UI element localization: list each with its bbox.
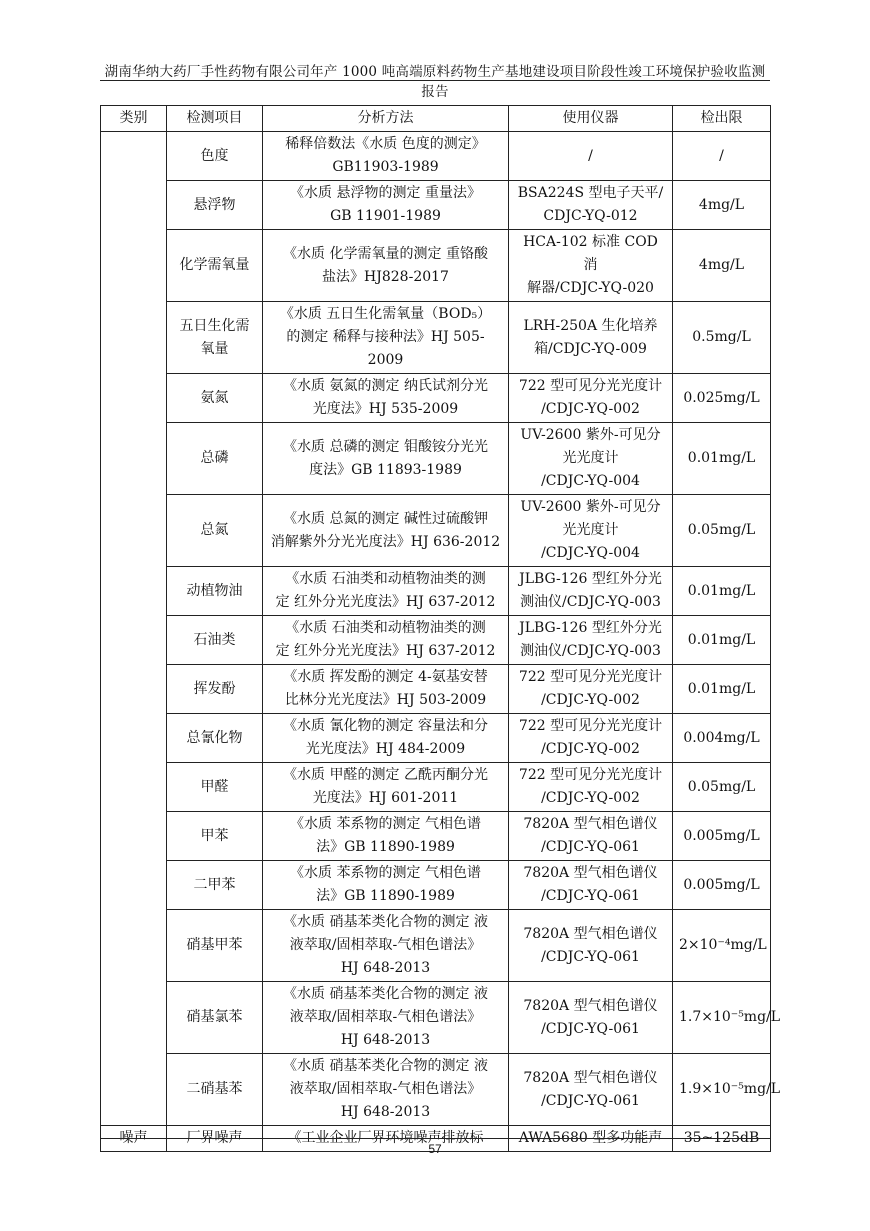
limit-cell: 2×10⁻⁴mg/L bbox=[673, 910, 771, 982]
table-row bbox=[101, 230, 771, 302]
item-cell: 化学需氧量 bbox=[167, 230, 263, 302]
method-cell-line: 消解紫外分光光度法》HJ 636-2012 bbox=[270, 533, 501, 550]
instrument-cell bbox=[509, 812, 673, 861]
method-cell bbox=[263, 1054, 509, 1126]
method-cell-line: 《水质 五日生化需氧量（BOD₅） bbox=[279, 306, 492, 322]
method-cell-line: HJ 648-2013 bbox=[340, 1104, 431, 1120]
item-cell: 硝基甲苯 bbox=[167, 910, 263, 982]
instrument-cell-line: 722 型可见分光光度计 bbox=[518, 718, 663, 734]
method-cell-line: GB 11901-1989 bbox=[330, 208, 441, 224]
limit-cell: 4mg/L bbox=[673, 230, 771, 302]
item-cell: 总氰化物 bbox=[167, 714, 263, 763]
instrument-cell bbox=[509, 982, 673, 1054]
instrument-cell-line: 722 型可见分光光度计 bbox=[518, 378, 663, 394]
header-divider bbox=[100, 80, 770, 81]
instrument-cell-line: /CDJC-YQ-002 bbox=[541, 741, 640, 757]
item-cell: 总氮 bbox=[167, 495, 263, 567]
method-cell-line: 法》GB 11890-1989 bbox=[316, 888, 455, 904]
table-row bbox=[101, 132, 771, 181]
instrument-cell bbox=[509, 374, 673, 423]
instrument-cell-line: 测油仪/CDJC-YQ-003 bbox=[520, 594, 661, 610]
table-row bbox=[101, 910, 771, 982]
table-row bbox=[101, 374, 771, 423]
item-cell: 氨氮 bbox=[167, 374, 263, 423]
limit-cell: 0.01mg/L bbox=[673, 665, 771, 714]
instrument-cell bbox=[509, 181, 673, 230]
table-row bbox=[101, 495, 771, 567]
item-cell: 色度 bbox=[167, 132, 263, 181]
limit-cell: 0.004mg/L bbox=[673, 714, 771, 763]
instrument-cell-line: /CDJC-YQ-002 bbox=[541, 401, 640, 417]
instrument-cell bbox=[509, 302, 673, 374]
limit-cell: 1.9×10⁻⁵mg/L bbox=[673, 1054, 771, 1126]
method-cell-line: 《水质 总磷的测定 钼酸铵分光光 bbox=[283, 438, 488, 455]
method-cell-line: 液萃取/固相萃取-气相色谱法》 bbox=[289, 937, 482, 953]
method-cell bbox=[263, 812, 509, 861]
method-cell bbox=[263, 616, 509, 665]
method-cell-line: 《水质 氨氮的测定 纳氏试剂分光 bbox=[283, 378, 488, 394]
method-cell-line: 稀释倍数法《水质 色度的测定》 bbox=[285, 136, 486, 152]
instrument-cell-line: 7820A 型气相色谱仪 bbox=[523, 816, 658, 832]
instrument-cell-line: 解器/CDJC-YQ-020 bbox=[527, 280, 654, 296]
table-row bbox=[101, 423, 771, 495]
table-row bbox=[101, 714, 771, 763]
page-number: 57 bbox=[428, 1142, 442, 1156]
method-cell bbox=[263, 230, 509, 302]
instrument-cell-line: /CDJC-YQ-002 bbox=[541, 790, 640, 806]
table-row bbox=[101, 812, 771, 861]
instrument-cell bbox=[509, 423, 673, 495]
instrument-cell-line: 722 型可见分光光度计 bbox=[518, 669, 663, 685]
method-cell bbox=[263, 181, 509, 230]
instrument-cell-line: /CDJC-YQ-061 bbox=[541, 948, 640, 965]
instrument-cell-line: 722 型可见分光光度计 bbox=[518, 767, 663, 783]
limit-cell: 35~125dB bbox=[673, 1126, 771, 1152]
instrument-cell-line: / bbox=[588, 147, 593, 164]
method-cell bbox=[263, 665, 509, 714]
method-cell-line: 《水质 硝基苯类化合物的测定 液 bbox=[283, 914, 488, 930]
instrument-cell bbox=[509, 665, 673, 714]
method-cell-line: 《水质 甲醛的测定 乙酰丙酮分光 bbox=[283, 767, 488, 783]
instrument-cell-line: 测油仪/CDJC-YQ-003 bbox=[520, 643, 661, 659]
instrument-cell-line: CDJC-YQ-012 bbox=[543, 208, 638, 224]
method-cell-line: 比林分光光度法》HJ 503-2009 bbox=[284, 692, 487, 708]
limit-cell: 4mg/L bbox=[673, 181, 771, 230]
instrument-cell bbox=[509, 714, 673, 763]
limit-cell: 1.7×10⁻⁵mg/L bbox=[673, 982, 771, 1054]
instrument-cell-line: 7820A 型气相色谱仪 bbox=[523, 865, 658, 881]
method-cell-line: 《水质 石油类和动植物油类的测 bbox=[285, 571, 486, 587]
method-cell-line: 《水质 化学需氧量的测定 重铬酸 bbox=[283, 245, 488, 262]
table-row bbox=[101, 616, 771, 665]
method-cell-line: 《水质 氰化物的测定 容量法和分 bbox=[283, 718, 488, 734]
limit-cell: 0.01mg/L bbox=[673, 616, 771, 665]
instrument-cell-line: 7820A 型气相色谱仪 bbox=[523, 997, 658, 1014]
method-cell bbox=[263, 910, 509, 982]
item-cell: 二甲苯 bbox=[167, 861, 263, 910]
category-cell-water bbox=[101, 132, 167, 1126]
method-cell-line: 光度法》HJ 535-2009 bbox=[312, 401, 459, 417]
table-row bbox=[101, 763, 771, 812]
instrument-cell-line: /CDJC-YQ-061 bbox=[541, 839, 640, 855]
method-cell bbox=[263, 495, 509, 567]
table-row bbox=[101, 1054, 771, 1126]
category-cell-noise: 噪声 bbox=[101, 1126, 167, 1152]
limit-cell: 0.025mg/L bbox=[673, 374, 771, 423]
item-cell: 悬浮物 bbox=[167, 181, 263, 230]
method-cell bbox=[263, 374, 509, 423]
method-cell-line: HJ 648-2013 bbox=[340, 960, 431, 976]
report-header: 湖南华纳大药厂手性药物有限公司年产 1000 吨高端原料药物生产基地建设项目阶段性竣工环境保护验收监测报告 bbox=[104, 64, 766, 100]
header-instrument: 使用仪器 bbox=[509, 106, 673, 132]
instrument-cell-line: /CDJC-YQ-004 bbox=[541, 473, 640, 489]
instrument-cell-line: JLBG-126 型红外分光 bbox=[519, 571, 662, 587]
method-cell-line: 度法》GB 11893-1989 bbox=[309, 461, 462, 478]
method-cell-line: 定 红外分光光度法》HJ 637-2012 bbox=[275, 594, 496, 610]
method-cell-line: 《水质 悬浮物的测定 重量法》 bbox=[290, 185, 481, 201]
instrument-cell bbox=[509, 1054, 673, 1126]
table-row bbox=[101, 302, 771, 374]
instrument-cell-line: UV-2600 紫外-可见分 bbox=[520, 427, 661, 443]
instrument-cell-line: /CDJC-YQ-061 bbox=[541, 1092, 640, 1109]
method-cell bbox=[263, 132, 509, 181]
footer-divider bbox=[100, 1138, 770, 1139]
method-cell-line: 的测定 稀释与接种法》HJ 505-2009 bbox=[286, 329, 485, 368]
item-cell: 硝基氯苯 bbox=[167, 982, 263, 1054]
instrument-cell-line: 光光度计 bbox=[562, 450, 619, 466]
limit-cell: 0.05mg/L bbox=[673, 495, 771, 567]
method-cell-line: 《水质 苯系物的测定 气相色谱 bbox=[290, 816, 481, 832]
limit-cell: 0.01mg/L bbox=[673, 423, 771, 495]
limit-cell: 0.005mg/L bbox=[673, 812, 771, 861]
method-cell-line: 光光度法》HJ 484-2009 bbox=[305, 741, 466, 757]
item-cell: 五日生化需氧量 bbox=[167, 302, 263, 374]
method-cell-line: 定 红外分光光度法》HJ 637-2012 bbox=[275, 643, 496, 659]
method-cell-line: 《水质 总氮的测定 碱性过硫酸钾 bbox=[283, 510, 488, 527]
header-method: 分析方法 bbox=[263, 106, 509, 132]
item-cell: 挥发酚 bbox=[167, 665, 263, 714]
limit-cell: 0.01mg/L bbox=[673, 567, 771, 616]
method-cell-line: 《水质 挥发酚的测定 4-氨基安替 bbox=[283, 669, 488, 685]
method-cell-line: 《水质 苯系物的测定 气相色谱 bbox=[290, 865, 481, 881]
instrument-cell-line: JLBG-126 型红外分光 bbox=[519, 620, 662, 636]
method-cell bbox=[263, 423, 509, 495]
detection-methods-table bbox=[100, 105, 781, 1152]
header-limit: 检出限 bbox=[673, 106, 771, 132]
table-header-row bbox=[101, 106, 771, 132]
method-cell-line: 《水质 石油类和动植物油类的测 bbox=[285, 620, 486, 636]
limit-cell: 0.05mg/L bbox=[673, 763, 771, 812]
method-cell-line: 液萃取/固相萃取-气相色谱法》 bbox=[289, 1009, 482, 1025]
instrument-cell bbox=[509, 230, 673, 302]
instrument-cell-line: UV-2600 紫外-可见分 bbox=[520, 499, 661, 515]
instrument-cell: AWA5680 型多功能声 bbox=[509, 1126, 673, 1152]
instrument-cell-line: /CDJC-YQ-061 bbox=[541, 1020, 640, 1037]
method-cell bbox=[263, 982, 509, 1054]
method-cell: 《工业企业厂界环境噪声排放标 bbox=[263, 1126, 509, 1152]
header-item: 检测项目 bbox=[167, 106, 263, 132]
instrument-cell bbox=[509, 132, 673, 181]
table-row bbox=[101, 181, 771, 230]
method-cell-line: GB11903-1989 bbox=[332, 159, 439, 175]
instrument-cell-line: HCA-102 标准 COD 消 bbox=[523, 234, 658, 273]
instrument-cell-line: BSA224S 型电子天平/ bbox=[517, 185, 664, 201]
instrument-cell bbox=[509, 910, 673, 982]
item-cell: 甲苯 bbox=[167, 812, 263, 861]
instrument-cell-line: 箱/CDJC-YQ-009 bbox=[534, 340, 647, 357]
method-cell-line: HJ 648-2013 bbox=[340, 1032, 431, 1048]
item-cell: 动植物油 bbox=[167, 567, 263, 616]
method-cell bbox=[263, 567, 509, 616]
method-cell bbox=[263, 861, 509, 910]
method-cell-line: 光度法》HJ 601-2011 bbox=[312, 790, 459, 806]
method-cell-line: 盐法》HJ828-2017 bbox=[322, 268, 449, 285]
method-cell-line: 《水质 硝基苯类化合物的测定 液 bbox=[283, 1058, 488, 1074]
item-cell: 石油类 bbox=[167, 616, 263, 665]
instrument-cell-line: /CDJC-YQ-002 bbox=[541, 692, 640, 708]
item-cell: 厂界噪声 bbox=[167, 1126, 263, 1152]
instrument-cell bbox=[509, 495, 673, 567]
instrument-cell-line: /CDJC-YQ-004 bbox=[541, 545, 640, 561]
method-cell bbox=[263, 763, 509, 812]
instrument-cell-line: 7820A 型气相色谱仪 bbox=[523, 925, 658, 942]
item-cell: 总磷 bbox=[167, 423, 263, 495]
instrument-cell-line: /CDJC-YQ-061 bbox=[541, 888, 640, 904]
table-row bbox=[101, 982, 771, 1054]
limit-cell: 0.005mg/L bbox=[673, 861, 771, 910]
method-cell bbox=[263, 302, 509, 374]
table-row bbox=[101, 861, 771, 910]
method-cell-line: 《水质 硝基苯类化合物的测定 液 bbox=[283, 986, 488, 1002]
instrument-cell bbox=[509, 861, 673, 910]
instrument-cell bbox=[509, 763, 673, 812]
instrument-cell-line: LRH-250A 生化培养 bbox=[523, 317, 658, 334]
table-row bbox=[101, 665, 771, 714]
limit-cell: 0.5mg/L bbox=[673, 302, 771, 374]
method-cell-line: 法》GB 11890-1989 bbox=[316, 839, 455, 855]
instrument-cell-line: 光光度计 bbox=[562, 522, 619, 538]
method-cell-line: 液萃取/固相萃取-气相色谱法》 bbox=[289, 1081, 482, 1097]
method-cell bbox=[263, 714, 509, 763]
item-cell: 二硝基苯 bbox=[167, 1054, 263, 1126]
limit-cell: / bbox=[673, 132, 771, 181]
instrument-cell bbox=[509, 567, 673, 616]
instrument-cell bbox=[509, 616, 673, 665]
instrument-cell-line: 7820A 型气相色谱仪 bbox=[523, 1069, 658, 1086]
item-cell: 甲醛 bbox=[167, 763, 263, 812]
header-category: 类别 bbox=[101, 106, 167, 132]
table-row bbox=[101, 567, 771, 616]
